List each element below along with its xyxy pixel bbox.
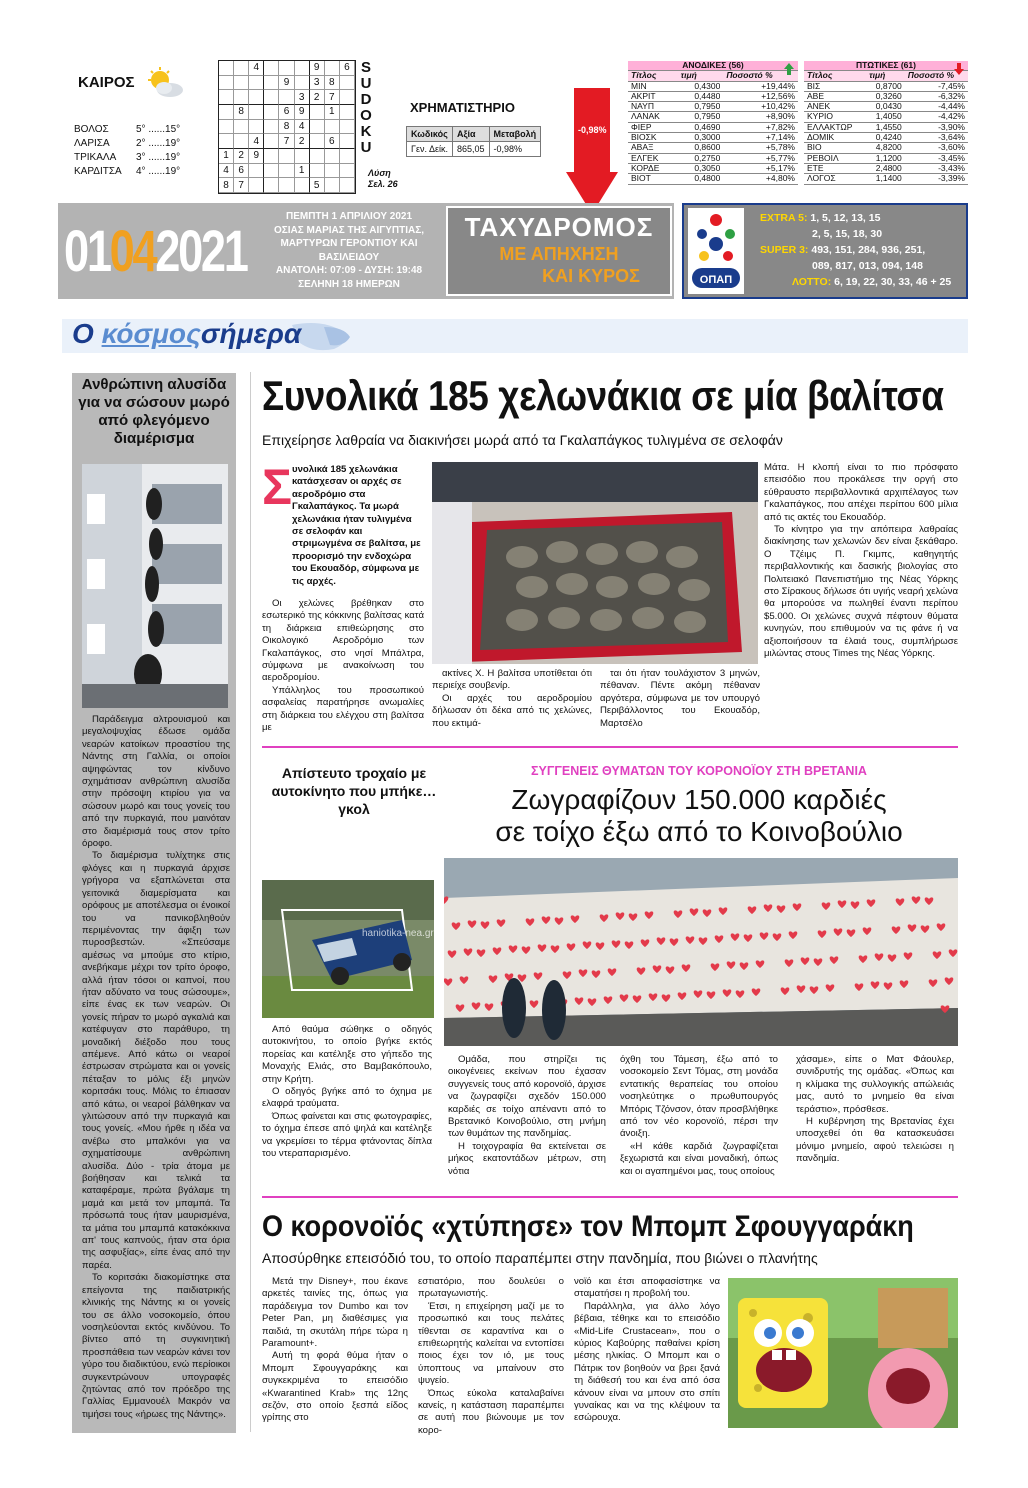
column-header: τιμή bbox=[678, 71, 724, 81]
turtles-col-a: Οι χελώνες βρέθηκαν στο εσωτερικό της κόκκινης βαλίτσας κατά τη διάρκεια επιθεώρησης στο Οικολογικό Αεροδρόμιο των Γκαλαπάγκος, στο νησί Μπάλτρα, σύμφωνα με ανακοίνωση του αεροδρομίου. Υπάλληλος του προσωπικού ασφαλείας παρατήρησε ανωμαλίες στη διάρκεια του ελέγχου στη βαλίτσα με bbox=[262, 598, 424, 734]
sudoku-cell: 7 bbox=[279, 134, 294, 149]
sudoku-cell bbox=[264, 178, 279, 193]
turtles-subheadline: Επιχείρησε λαθραία να διακινήσει μωρά από τα Γκαλαπάγκος τυλιγμένα σε σελοφάν bbox=[262, 432, 783, 448]
sudoku-cell bbox=[340, 134, 355, 149]
sudoku-cell bbox=[279, 178, 294, 193]
sudoku-cell bbox=[310, 164, 325, 179]
section-title: Ο κόσμοςσήμερα bbox=[72, 318, 302, 349]
sudoku-cell bbox=[310, 134, 325, 149]
column-header: Ποσοστό % bbox=[723, 71, 798, 81]
table-title: ΑΝΟΔΙΚΕΣ (56) bbox=[628, 61, 798, 71]
sudoku-cell: 5 bbox=[310, 178, 325, 193]
sudoku-cell bbox=[234, 76, 249, 91]
table-row: ΡΕΒΟΙΛ 1,1200 -3,45% bbox=[804, 153, 968, 163]
column-header: τιμή bbox=[866, 71, 905, 81]
table-row: ΕΛΛΑΚΤΩΡ 1,4550 -3,90% bbox=[804, 122, 968, 132]
sudoku-solution-ref: Λύση Σελ. 26 bbox=[368, 168, 398, 189]
spongebob-headline: Ο κορονοϊός «χτύπησε» τον Μπομπ Σφουγγαράκη bbox=[262, 1210, 914, 1243]
table-row: ΑΝΕΚ 0,0430 -4,44% bbox=[804, 102, 968, 112]
sudoku-cell bbox=[219, 120, 234, 135]
hearts-headline: Ζωγραφίζουν 150.000 καρδιές σε τοίχο έξω από το Κοινοβούλιο bbox=[495, 784, 903, 847]
car-crash-photo bbox=[262, 880, 434, 1018]
sudoku-cell bbox=[340, 76, 355, 91]
human-chain-photo bbox=[82, 464, 228, 708]
sudoku-cell bbox=[219, 61, 234, 76]
sudoku-cell bbox=[325, 164, 340, 179]
sudoku-cell: 7 bbox=[325, 90, 340, 105]
table-row: ΒΙΟΤ 0,4800 +4,80% bbox=[628, 174, 798, 184]
sudoku-grid bbox=[218, 60, 356, 194]
divider bbox=[250, 372, 251, 1432]
table-row: ΑΚΡΙΤ 0,4480 +12,56% bbox=[628, 91, 798, 101]
table-row: ΒΙΟΣΚ 0,3000 +7,14% bbox=[628, 133, 798, 143]
weather-row: ΤΡΙΚΑΛΑ 3° ......19° bbox=[74, 152, 181, 163]
sudoku-cell: 4 bbox=[295, 120, 310, 135]
sudoku-cell: 3 bbox=[310, 76, 325, 91]
sudoku-label: S U D O K U bbox=[360, 59, 372, 156]
sudoku-cell bbox=[249, 164, 264, 179]
hearts-col-2: όχθη του Τάμεση, έξω από το νοσοκομείο Σεντ Τόμας, στη μονάδα εντατικής θεραπείας του οποίου νοσηλεύτηκε ο πρωθυπουργός Μπόρις Τζόνσον, όταν προσβλήθηκε από τον νέο κορονοϊό, πέρσι την άνοιξη. «Η κάθε καρδιά ζωγραφίζεται ξεχωριστά και είναι μοναδική, όπως και οι αγαπημένοι μας, τους οποίους bbox=[620, 1054, 778, 1177]
sudoku-cell bbox=[279, 61, 294, 76]
table-row: ΒΙΟ 4,8200 -3,60% bbox=[804, 143, 968, 153]
sudoku-cell bbox=[340, 149, 355, 164]
sudoku-cell: 6 bbox=[234, 164, 249, 179]
weather-row: ΒΟΛΟΣ 5° ......15° bbox=[74, 124, 181, 135]
sudoku-cell bbox=[310, 120, 325, 135]
sudoku-cell: 1 bbox=[325, 105, 340, 120]
sudoku-cell: 2 bbox=[295, 134, 310, 149]
table-row: ΔΟΜΙΚ 0,4240 -3,64% bbox=[804, 133, 968, 143]
sudoku-cell bbox=[264, 164, 279, 179]
sudoku-cell: 4 bbox=[249, 61, 264, 76]
turtles-col-d: Μάτα. Η κλοπή είναι το πιο πρόσφατο επεισόδιο που προκάλεσε την οργή στο εύθραυστο περιβαλλοντικά αρχιπέλαγος των Γκαλαπάγκος, που απέχει περίπου 600 μίλια από τις ακτές του Εκουαδόρ. Το κίνητρο για την απόπειρα λαθραίας διακίνησης των χελωνών δεν είναι ξεκάθαρο. Ο Τζέιμς Π. Γκιμπς, καθηγητής περιβαλλοντικής και δασικής βιολογίας στο Πολιτειακό Πανεπιστήμιο της Νέας Υόρκης στο Σίρακους δήλωσε ότι υγιής νεαρή χελώνα θα μπορούσε να πωληθεί έναντι περίπου $5.000. Οι χελώνες συχνά πέφτουν θύματα κυνηγών, που επιθυμούν να τις φάνε ή να αξιοποιήσουν τα έλαιά τους, συμπλήρωσε μιλώντας στους Times της Νέας Υόρκης. bbox=[764, 462, 958, 660]
column-header: Τίτλος bbox=[804, 71, 866, 81]
column-header: Ποσοστό % bbox=[905, 71, 968, 81]
sudoku-cell: 9 bbox=[310, 61, 325, 76]
sudoku-cell bbox=[310, 149, 325, 164]
sudoku-cell bbox=[325, 178, 340, 193]
turtles-headline: Συνολικά 185 χελωνάκια σε μία βαλίτσα bbox=[262, 372, 944, 419]
sudoku-cell bbox=[234, 134, 249, 149]
sudoku-cell bbox=[325, 149, 340, 164]
sudoku-cell: 3 bbox=[295, 90, 310, 105]
spongebob-col-1: Μετά την Disney+, που έκανε αρκετές ταινίες της, όπως για παράδειγμα τον Dumbo και τον Peter Pan, μη διαθέσιμες για παιδιά, τη σκυτάλη πήρε τώρα η Paramount+. Αυτή τη φορά θύμα ήταν ο Μπομπ Σφουγγαράκης και συγκεκριμένα το επεισόδιο «Kwarantined Krab» της 12ης σεζόν, στο οποίο ξεσπά είδος γρίπης στο bbox=[262, 1276, 408, 1424]
sudoku-cell bbox=[279, 90, 294, 105]
sudoku-cell bbox=[295, 178, 310, 193]
table-row: ΚΟΡΔΕ 0,3050 +5,17% bbox=[628, 163, 798, 173]
drop-cap: Σ bbox=[262, 459, 293, 515]
turtles-col-c: ται ότι ήταν τουλάχιστον 3 μηνών, πέθαναν. Πέντε ακόμη πέθαναν αργότερα, σύμφωνα με τον υπουργό Περιβάλλοντος του Εκουαδόρ, Μαρτσέλο bbox=[600, 668, 760, 729]
table-row: ΑΒΑΞ 0,8600 +5,78% bbox=[628, 143, 798, 153]
sudoku-cell: 8 bbox=[219, 178, 234, 193]
crash-article-body: Από θαύμα σώθηκε ο οδηγός αυτοκινήτου, το οποίο βγήκε εκτός πορείας και κατέληξε στο γήπεδο της Μοναχής Ελιάς, στο Βαμβακόπουλο, στην Κρήτη. Ο οδηγός βγήκε από το όχημα με ελαφρά τραύματα. Όπως φαίνεται και στις φωτογραφίες, το όχημα έπεσε από ψηλά και κατέληξε να γκρεμίσει το τέρμα φτάνοντας δίπλα του ντεραπαρισμένο. bbox=[262, 1024, 432, 1160]
spongebob-subheadline: Αποσύρθηκε επεισόδιό του, το οποίο παραπέμπει στην πανδημία, που βιώνει ο πλανήτης bbox=[262, 1250, 818, 1266]
down-arrow-icon bbox=[954, 63, 964, 75]
sudoku-cell: 1 bbox=[219, 149, 234, 164]
table-row: ΜΙΝ 0,4300 +19,44% bbox=[628, 81, 798, 91]
column-header: Τίτλος bbox=[628, 71, 678, 81]
weather-title: ΚΑΙΡΟΣ bbox=[78, 74, 135, 91]
sudoku-cell bbox=[249, 120, 264, 135]
sudoku-cell bbox=[264, 61, 279, 76]
sudoku-cell bbox=[264, 76, 279, 91]
sudoku-cell: 4 bbox=[219, 164, 234, 179]
market-title: ΧΡΗΜΑΤΙΣΤΗΡΙΟ bbox=[410, 100, 515, 115]
sudoku-cell bbox=[340, 178, 355, 193]
sudoku-cell bbox=[340, 164, 355, 179]
sudoku-cell bbox=[219, 134, 234, 149]
sudoku-cell: 9 bbox=[279, 76, 294, 91]
sudoku-cell bbox=[249, 105, 264, 120]
weather-row: ΛΑΡΙΣΑ 2° ......19° bbox=[74, 138, 181, 149]
losers-table bbox=[804, 61, 968, 185]
turtles-lead: υνολικά 185 χελωνάκια κατάσχεσαν οι αρχές σε αεροδρόμιο στα Γκαλαπάγκος. Τα μωρά χελωνάκια ήταν τυλιγμένα σε σελοφάν και στριμωγμένα σε βαλίτσα, με προορισμό την ενδοχώρα του Εκουαδόρ, σύμφωνα με τις αρχές. bbox=[292, 464, 421, 587]
table-title: ΠΤΩΤΙΚΕΣ (61) bbox=[804, 61, 968, 71]
sudoku-cell bbox=[219, 90, 234, 105]
table-row: ΚΥΡΙΟ 1,4050 -4,42% bbox=[804, 112, 968, 122]
table-row: ΕΤΕ 2,4800 -3,43% bbox=[804, 163, 968, 173]
table-row: ΝΑΥΠ 0,7950 +10,42% bbox=[628, 102, 798, 112]
sudoku-cell bbox=[234, 120, 249, 135]
hearts-col-1: Ομάδα, που στηρίζει τις οικογένειες εκείνων που έχασαν συγγενείς τους από κορονοϊό, άρχισε να ζωγραφίζει σχεδόν 150.000 καρδιές σε τοίχο απέναντι από το Βρετανικό Κοινοβούλιο, στη μνήμη των θυμάτων της πανδημίας. Η τοιχογραφία θα εκτείνεται σε μήκος εκατοντάδων μέτρων, στη νότια bbox=[448, 1054, 606, 1177]
sudoku-cell: 8 bbox=[325, 76, 340, 91]
table-row: ΕΛΓΕΚ 0,2750 +5,77% bbox=[628, 153, 798, 163]
issue-date: 01042021 bbox=[64, 219, 247, 284]
hearts-kicker: ΣΥΓΓΕΝΕΙΣ ΘΥΜΑΤΩΝ ΤΟΥ ΚΟΡΟΝΟΪΟΥ ΣΤΗ ΒΡΕΤΑΝΙΑ bbox=[531, 764, 867, 778]
sudoku-cell: 1 bbox=[295, 164, 310, 179]
sudoku-cell bbox=[325, 61, 340, 76]
sudoku-cell bbox=[249, 178, 264, 193]
sudoku-cell bbox=[219, 105, 234, 120]
sudoku-cell bbox=[279, 149, 294, 164]
sudoku-cell bbox=[295, 76, 310, 91]
sudoku-cell: 2 bbox=[310, 90, 325, 105]
svg-text:ΟΠΑΠ: ΟΠΑΠ bbox=[699, 274, 733, 286]
sudoku-cell bbox=[234, 61, 249, 76]
spongebob-col-3: νοϊό και έτσι αποφασίστηκε να σταματήσει η προβολή του. Παράλληλα, για άλλο λόγο βέβαια, τέθηκε και το επεισόδιο «Mid-Life Crustacean», που ο κύριος Καβούρης παθαίνει κρίση μέσης ηλικίας. Ο Μπομπ και ο Πάτρικ τον βοηθούν να βρει ξανά τη διάθεσή του και ένα από όσα κάνουν είναι να μπουν στο σπίτι γυναίκας και να της κλέψουν τα εσώρουχα. bbox=[574, 1276, 720, 1424]
hearts-wall-photo bbox=[444, 858, 958, 1046]
down-arrow-icon bbox=[566, 88, 618, 214]
sudoku-cell bbox=[340, 105, 355, 120]
opap-logo bbox=[688, 208, 744, 294]
sudoku-cell bbox=[264, 134, 279, 149]
sudoku-cell bbox=[340, 90, 355, 105]
sudoku-cell bbox=[295, 61, 310, 76]
sudoku-cell bbox=[279, 164, 294, 179]
sudoku-cell bbox=[249, 76, 264, 91]
divider bbox=[262, 1196, 958, 1198]
sudoku-cell: 6 bbox=[279, 105, 294, 120]
divider bbox=[262, 746, 958, 748]
up-arrow-icon bbox=[784, 63, 794, 75]
table-row: ΑΒΕ 0,3260 -6,32% bbox=[804, 91, 968, 101]
turtles-col-b: ακτίνες Χ. Η βαλίτσα υποτίθεται ότι περιείχε σουβενίρ. Οι αρχές του αεροδρομίου δήλωσαν ότι δέκα από τις χελώνες, που εκτιμά- bbox=[432, 668, 592, 729]
sudoku-cell bbox=[234, 90, 249, 105]
sudoku-cell bbox=[340, 120, 355, 135]
sudoku-cell bbox=[295, 149, 310, 164]
table-row: ΛΟΓΟΣ 1,1400 -3,39% bbox=[804, 174, 968, 184]
hearts-col-3: χάσαμε», είπε ο Ματ Φάουλερ, συνιδρυτής της ομάδας. «Όπως και η κλίμακα της συλλογικής απώλειάς μας, αυτό το μνημείο θα είναι τεράστιο», πρόσθεσε. Η κυβέρνηση της Βρετανίας έχει υποσχεθεί ότι θα κατασκευάσει μόνιμο μνημείο, αφού τελειώσει η πανδημία. bbox=[796, 1054, 954, 1165]
sudoku-cell bbox=[264, 90, 279, 105]
svg-text:haniotika-nea.gr: haniotika-nea.gr bbox=[362, 928, 434, 939]
crash-headline: Απίστευτο τροχαίο με αυτοκίνητο που μπήκε… γκολ bbox=[271, 765, 437, 817]
spongebob-col-2: εστιατόριο, που δουλεύει ο πρωταγωνιστής. Έτσι, η επιχείρηση μαζί με το προσωπικό και τους πελάτες τίθενται σε καραντίνα και ο επιθεωρητής καλείται να εντοπίσει ποιος έχει τον ιό, με τους ύποπτους να μπαίνουν στο ψυγείο. Όπως εύκολα καταλαβαίνει κανείς, η κατάσταση παραπέμπει σε αυτή που βιώνουμε με τον κορο- bbox=[418, 1276, 564, 1436]
sudoku-cell: 9 bbox=[249, 149, 264, 164]
table-row: ΛΑΝΑΚ 0,7950 +8,90% bbox=[628, 112, 798, 122]
sudoku-cell: 4 bbox=[249, 134, 264, 149]
spongebob-photo bbox=[728, 1278, 958, 1428]
sudoku-cell: 8 bbox=[234, 105, 249, 120]
sudoku-cell: 6 bbox=[340, 61, 355, 76]
market-change: -0,98% bbox=[578, 125, 607, 135]
weather-row: ΚΑΡΔΙΤΣΑ 4° ......19° bbox=[74, 166, 181, 177]
table-row: ΒΙΣ 0,8700 -7,45% bbox=[804, 81, 968, 91]
sun-cloud-icon bbox=[144, 66, 184, 100]
sudoku-cell: 6 bbox=[325, 134, 340, 149]
turtles-suitcase-photo bbox=[432, 462, 758, 664]
sudoku-cell: 9 bbox=[295, 105, 310, 120]
sudoku-cell bbox=[249, 90, 264, 105]
sudoku-cell bbox=[264, 105, 279, 120]
left-headline: Ανθρώπινη αλυσίδα για να σώσουν μωρό από φλεγόμενο διαμέρισμα bbox=[78, 376, 230, 447]
date-info: ΠΕΜΠΤΗ 1 ΑΠΡΙΛΙΟΥ 2021 ΟΣΙΑΣ ΜΑΡΙΑΣ ΤΗΣ ΑΙΓΥΠΤΙΑΣ, ΜΑΡΤΥΡΩΝ ΓΕΡΟΝΤΙΟΥ ΚΑΙ ΒΑΣΙΛΕΙΔΟΥ ΑΝΑΤΟΛΗ: 07:09 - ΔΥΣΗ: 19:48 ΣΕΛΗΝΗ 18 ΗΜΕΡΩΝ bbox=[273, 211, 425, 290]
sudoku-cell: 7 bbox=[234, 178, 249, 193]
sudoku-cell bbox=[310, 105, 325, 120]
sudoku-cell: 2 bbox=[234, 149, 249, 164]
sudoku-cell: 8 bbox=[279, 120, 294, 135]
newspaper-masthead: ΤΑΧΥΔΡΟΜΟΣ ΜΕ ΑΠΗΧΗΣΗ ΚΑΙ ΚΥΡΟΣ bbox=[446, 206, 672, 296]
sudoku-cell bbox=[325, 120, 340, 135]
table-row: ΦΙΕΡ 0,4690 +7,82% bbox=[628, 122, 798, 132]
sudoku-cell bbox=[264, 149, 279, 164]
sudoku-cell bbox=[264, 120, 279, 135]
gainers-table bbox=[628, 61, 798, 185]
market-index-table: Κωδικός Αξία Μεταβολή Γεν. Δείκ. 865,05 -0,98% bbox=[406, 126, 541, 157]
left-article-body: Παράδειγμα αλτρουισμού και μεγαλοψυχίας έδωσε ομάδα νεαρών κατοίκων προαστίου της Νάντης στη Γαλλία, οι οποίοι αψηφώντας τον κίνδυνο σχημάτισαν ανθρώπινη αλυσίδα στην πρόσοψη κτιρίου για να σώσουν μωρό και τους γονείς του από την πυρκαγιά, που μαινόταν στο διαμέρισμά τους στον τρίτο όροφο. Το διαμέρισμα τυλίχτηκε στις φλόγες και η πυρκαγιά άρχισε γρήγορα να εξαπλώνεται στα γειτονικά διαμερίσματα και ορόφους με αποτέλεσμα οι ένοικοί του να πανικοβληθούν περιμένοντας την άφιξη των πυροσβεστών. «Σπεύσαμε αμέσως να μπούμε στο κτίριο, ανεβήκαμε μέχρι τον τρίτο όροφο, αλλά ήταν τόσοι οι καπνοί, που ήταν αδύνατο να τους σώσουμε», είπε ένας εκ των νεαρών. Οι γονείς πήραν το μωρό αγκαλιά και κατέφυγαν στο παράθυρο, τη μοναδική διέξοδο που τους απέμενε. Από κάτω οι νεαροί έστρωσαν στρώματα και οι γονείς πέταξαν το μόλις έξι μηνών κοριτσάκι τους. Μόλις το έπιασαν από κάτω, οι νεαροί βάλθηκαν να γλιτώσουν από την πυρκαγιά και τους γονείς. «Μου ήρθε η ιδέα να ανέβω στο μπαλκόνι για να σχηματίσουμε ανθρώπινη αλυσίδα. Δύο - τρία άτομα με βοήθησαν και τελικά τα καταφέραμε, πρώτα βγάλαμε τη μαμά και μετά τον μπαμπά. Τα πρόσωπά τους ήταν μαυρισμένα, τα μάτια του μπαμπά κατακόκκινα απ' τους καπνούς, ήταν στα όρια της ασφυξίας», είπε ένας από την παρέα. Το κοριτσάκι διακομίστηκε στα επείγοντα της παιδιατρικής κλινικής της Νάντης κι οι γονείς του σε άλλο νοσοκομείο, όπου νοσηλεύονται εκτός κινδύνου. Το βίντεο από τη συγκινητική προσπάθεια των νεαρών κάνει τον γύρο του διαδικτύου, ενώ περίοικοι συγκεντρώνουν υπογραφές ζητώντας από τον πρόεδρο της Γαλλίας Εμμανουέλ Μακρόν να τιμήσει τους «ήρωες της Νάντης». bbox=[82, 714, 230, 1420]
sudoku-cell bbox=[219, 76, 234, 91]
